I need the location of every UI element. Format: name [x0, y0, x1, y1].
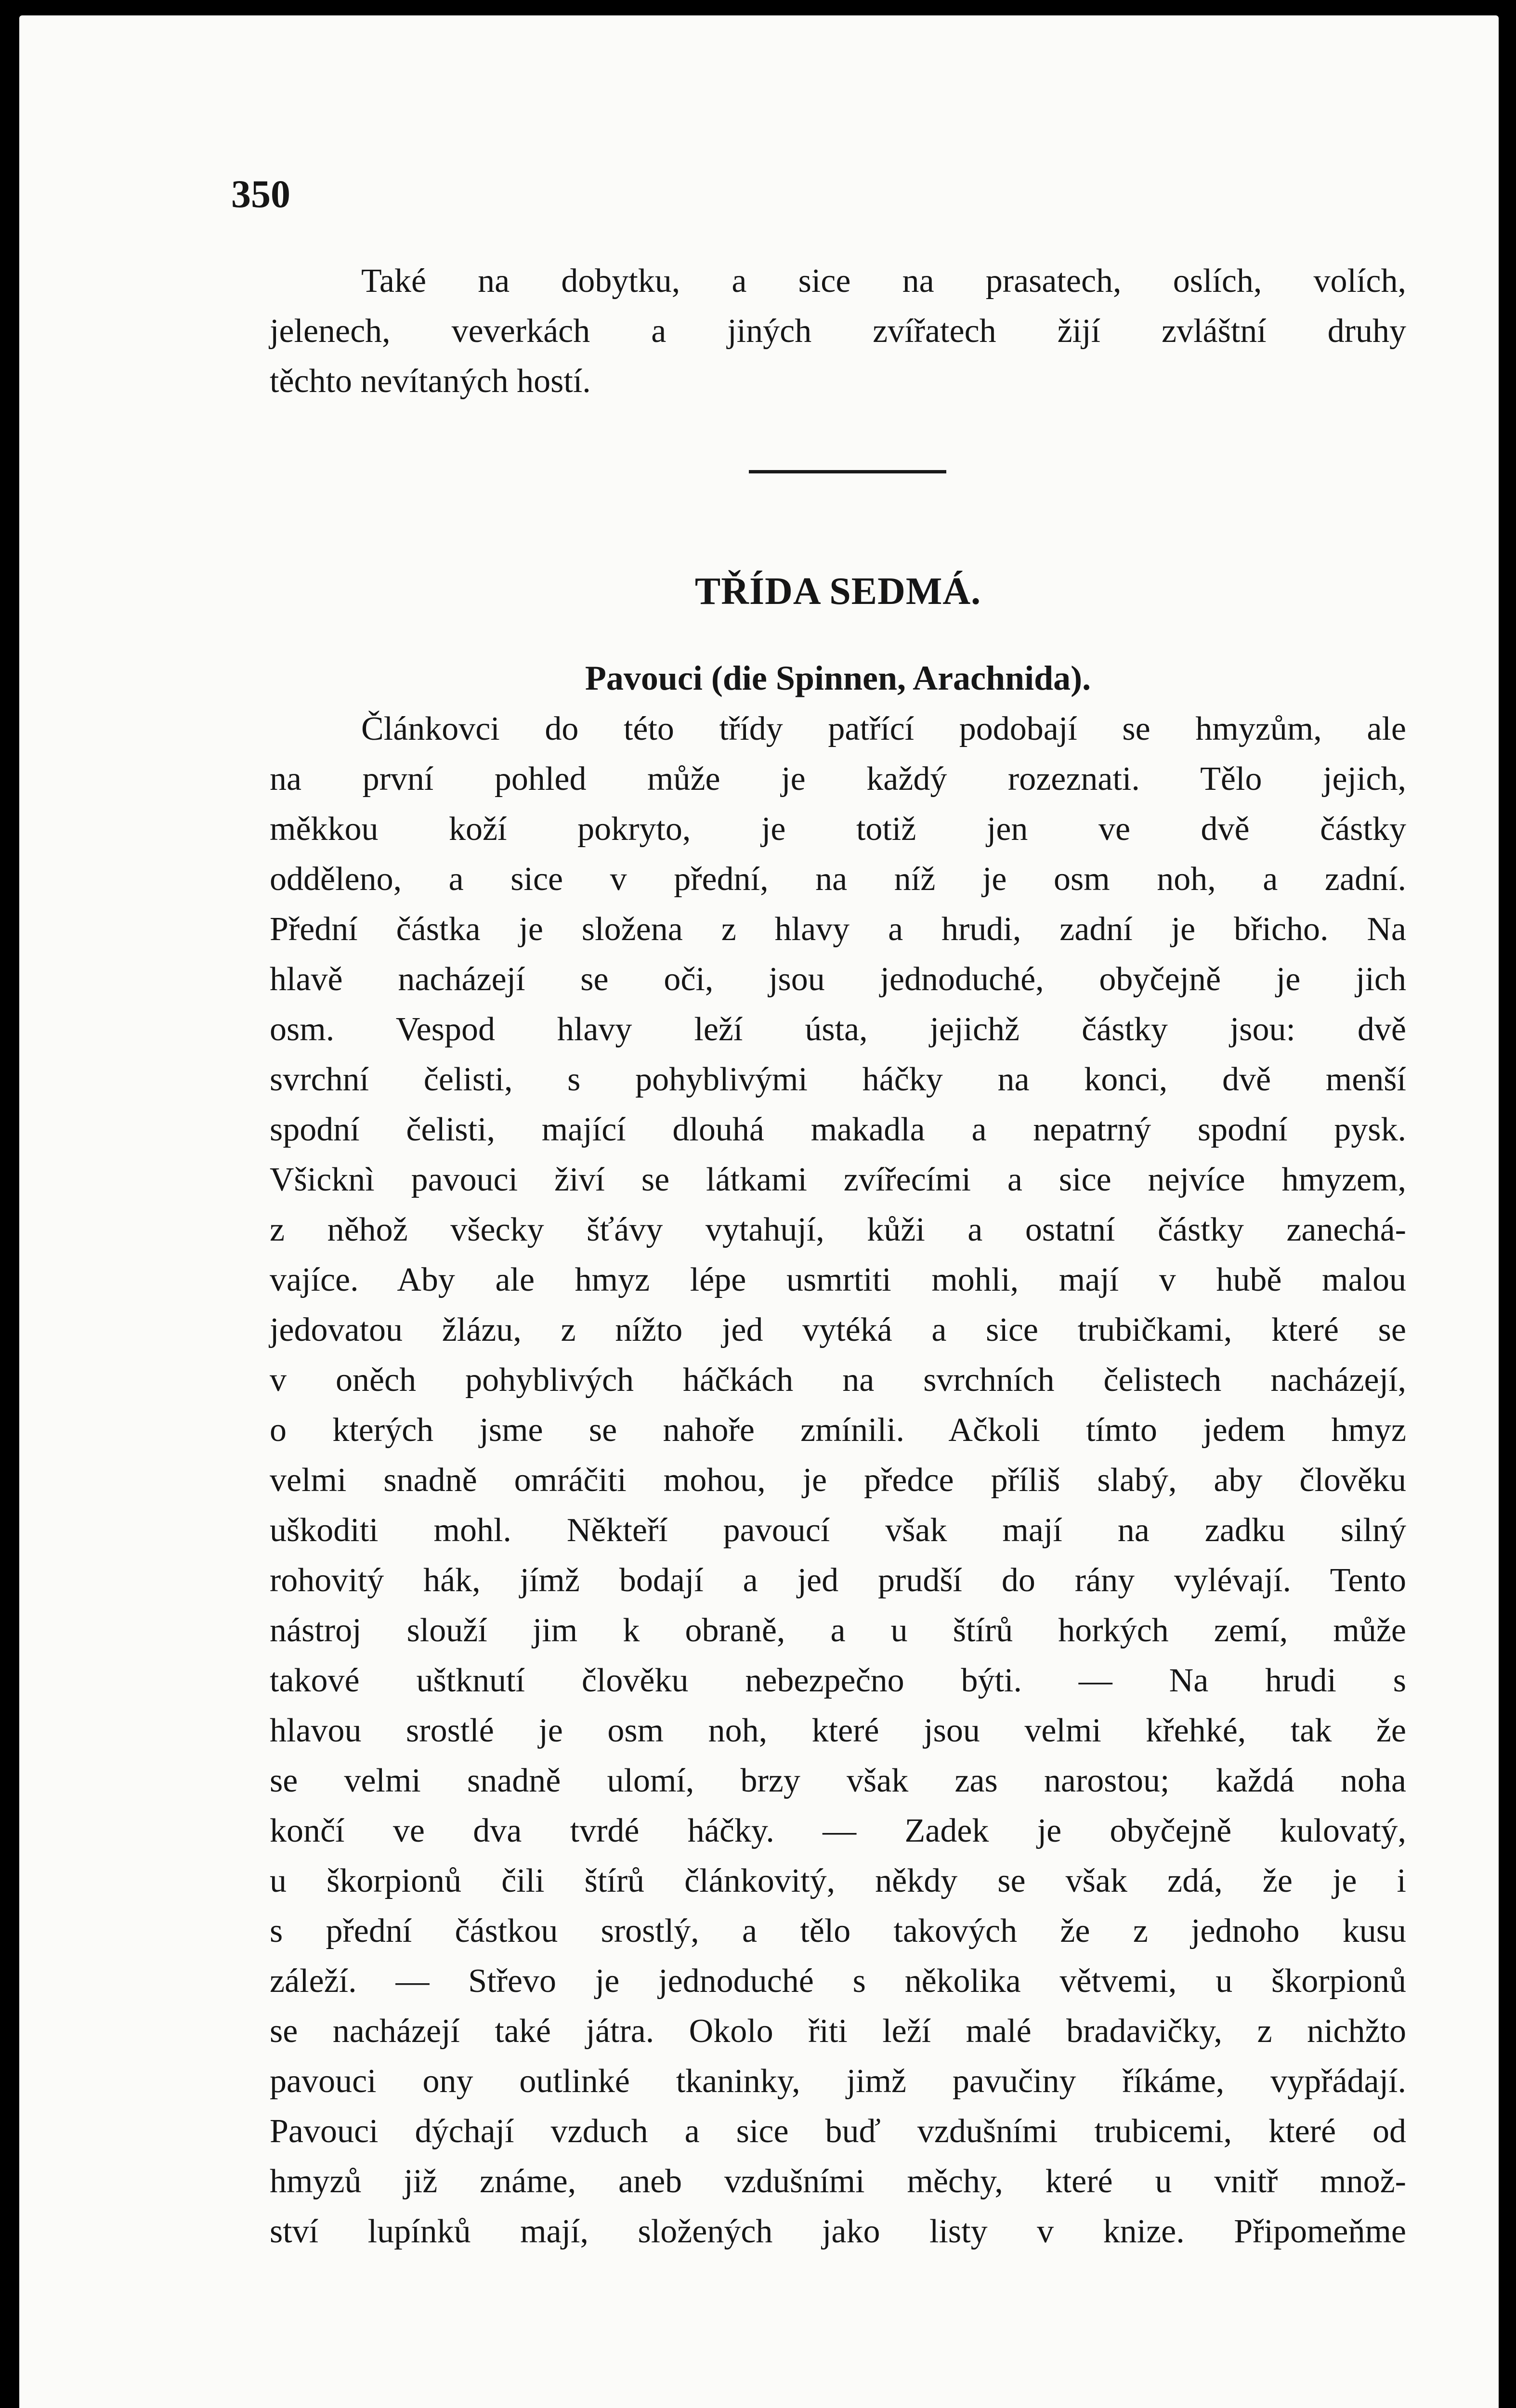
- text-line: hlavou srostlé je osm noh, které jsou velmi křehké, tak že: [270, 1712, 1406, 1749]
- text-line: velmi snadně omráčiti mohou, je předce příliš slabý, aby člověku: [270, 1462, 1406, 1499]
- text-line: nástroj slouží jim k obraně, a u štírů horkých zemí, může: [270, 1612, 1406, 1649]
- page-number: 350: [231, 172, 290, 216]
- text-line: pavouci ony outlinké tkaninky, jimž pavučiny říkáme, vypřádají.: [270, 2063, 1406, 2100]
- text-line: Také na dobytku, a sice na prasatech, oslích, volích,: [361, 262, 1406, 300]
- text-line: měkkou koží pokryto, je totiž jen ve dvě částky: [270, 811, 1406, 848]
- page-content: [231, 172, 1406, 2257]
- text-line: takové uštknutí člověku nebezpečno býti. — Na hrudi s: [270, 1662, 1406, 1699]
- text-line: těchto nevítaných hostí.: [270, 363, 591, 400]
- text-line: o kterých jsme se nahoře zmínili. Ačkoli tímto jedem hmyz: [270, 1412, 1406, 1449]
- text-line: záleží. — Střevo je jednoduché s několika větvemi, u škorpionů: [270, 1963, 1406, 2000]
- text-line: osm. Vespod hlavy leží ústa, jejichž částky jsou: dvě: [270, 1011, 1406, 1048]
- text-line: se nacházejí také játra. Okolo řiti leží malé bradavičky, z nichžto: [270, 2013, 1406, 2050]
- section-divider: [270, 467, 1406, 471]
- text-line: rohovitý hák, jímž bodají a jed prudší do rány vylévají. Tento: [270, 1562, 1406, 1599]
- text-line: z něhož všecky šťávy vytahují, kůži a ostatní částky zanechá-: [270, 1211, 1406, 1248]
- text-line: Pavouci dýchají vzduch a sice buď vzdušními trubicemi, které od: [270, 2113, 1406, 2150]
- text-line: uškoditi mohl. Někteří pavoucí však mají na zadku silný: [270, 1512, 1406, 1549]
- text-line: hmyzů již známe, aneb vzdušními měchy, které u vnitř množ-: [270, 2163, 1406, 2200]
- section-heading: TŘÍDA SEDMÁ.: [694, 570, 981, 613]
- intro-paragraph: [270, 256, 1406, 406]
- text-line: končí ve dva tvrdé háčky. — Zadek je obyčejně kulovatý,: [270, 1812, 1406, 1849]
- section-subheading: Pavouci (die Spinnen, Arachnida).: [585, 659, 1091, 697]
- body-paragraph: [270, 704, 1406, 2257]
- book-page: [19, 15, 1499, 2408]
- text-line: hlavě nacházejí se oči, jsou jednoduché, obyčejně je jich: [270, 961, 1406, 998]
- text-line: se velmi snadně ulomí, brzy však zas narostou; každá noha: [270, 1762, 1406, 1799]
- text-line: odděleno, a sice v přední, na níž je osm noh, a zadní.: [270, 861, 1406, 898]
- divider-rule: [749, 470, 946, 473]
- text-line: vajíce. Aby ale hmyz lépe usmrtiti mohli, mají v hubě malou: [270, 1261, 1406, 1298]
- text-line: Všicknì pavouci živí se látkami zvířecími a sice nejvíce hmyzem,: [270, 1161, 1406, 1198]
- text-line: Článkovci do této třídy patřící podobají se hmyzům, ale: [361, 710, 1406, 747]
- text-line: Přední částka je složena z hlavy a hrudi, zadní je břicho. Na: [270, 911, 1406, 948]
- text-line: jelenech, veverkách a jiných zvířatech žijí zvláštní druhy: [270, 313, 1406, 350]
- text-line: u škorpionů čili štírů článkovitý, někdy se však zdá, že je i: [270, 1862, 1406, 1899]
- text-line: ství lupínků mají, složených jako listy v knize. Připomeňme: [270, 2213, 1406, 2250]
- text-line: v oněch pohyblivých háčkách na svrchních čelistech nacházejí,: [270, 1361, 1406, 1399]
- text-line: svrchní čelisti, s pohyblivými háčky na konci, dvě menší: [270, 1061, 1406, 1098]
- text-line: spodní čelisti, mající dlouhá makadla a nepatrný spodní pysk.: [270, 1111, 1406, 1148]
- text-line: s přední částkou srostlý, a tělo takových že z jednoho kusu: [270, 1912, 1406, 1950]
- text-line: na první pohled může je každý rozeznati. Tělo jejich,: [270, 760, 1406, 798]
- text-line: jedovatou žlázu, z nížto jed vytéká a sice trubičkami, které se: [270, 1311, 1406, 1348]
